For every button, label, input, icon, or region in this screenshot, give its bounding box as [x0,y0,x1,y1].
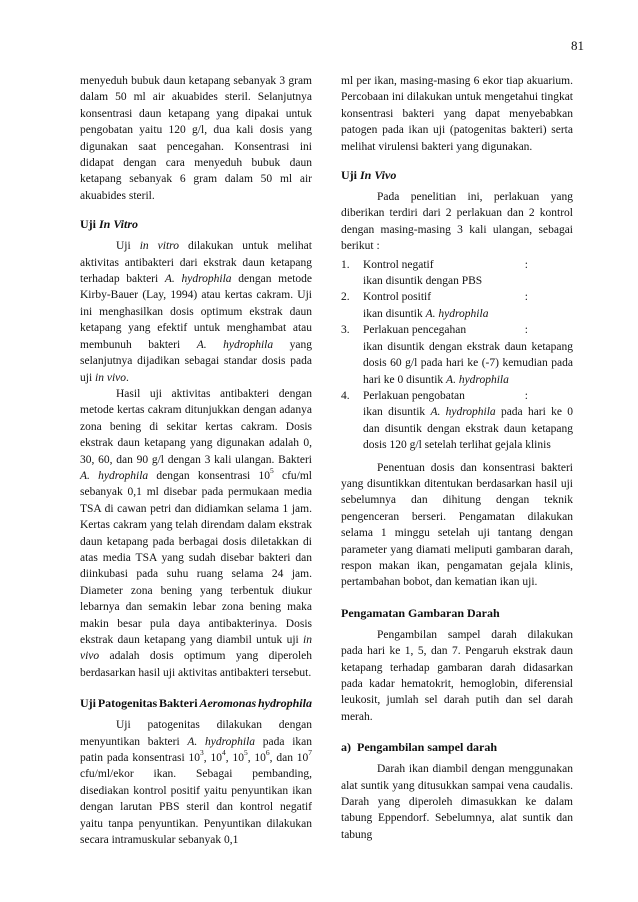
treatment-list [341,257,573,454]
paragraph: Uji in vitro dilakukan untuk melihat aktivitas antibakteri dari ekstrak daun ketapang terhadap bakteri A. hydrophila dengan metode Kirby-Bauer (Lay, 1994) atau kertas cakram. Uji ini menghasilkan dosis optimum ekstrak daun ketapang yang efektif untuk menghambat atau membunuh bakteri A. hydrophila yang selanjutnya dijadikan sebagai standar dosis pada uji in vivo. [80,240,312,384]
list-item: 4. Perlakuan pengobatan : ikan disuntik A. hydrophila pada hari ke 0 dan disuntik dengan ekstrak daun ketapang dosis 120 g/l setelah terlihat gejala klinis [341,389,573,452]
section-heading-blood: Pengamatan Gambaran Darah [341,605,500,620]
section-heading-in-vitro: Uji In Vitro [80,217,139,232]
paragraph: Uji patogenitas dilakukan dengan menyuntikan bakteri A. hydrophila pada ikan patin pada konsentrasi $10^3$, $10^4$, $10^5$, $10^6$, dan $10^7$ cfu/ml/ekor ikan. Sebagai pembanding, disediakan kontrol positif yaitu penyuntikan ikan dengan larutan PBS steril dan kontrol negatif yaitu tanpa penyuntikan. Penyuntikan dilakukan secara intramuskular sebanyak 0,1 [80,719,313,847]
paragraph: ml per ikan, masing-masing 6 ekor tiap akuarium. Percobaan ini dilakukan untuk mengetahui tingkat konsentrasi bakteri yang dapat menyebabkan patogen pada ikan uji (patogenitas bakteri) serta melihat virulensi bakteri yang digunakan. [341,75,573,153]
paragraph: menyeduh bubuk daun ketapang sebanyak 3 gram dalam 50 ml air akuabides steril. Selanjutnya konsentrasi daun ketapang yang dipakai untuk pengobatan yaitu 120 g/l, dua kali dosis yang digunakan saat pencegahan. Konsentrasi ini didapat dengan cara menyeduh bubuk daun ketapang sebanyak 6 gram dalam 50 ml air akuabides steril. [80,75,312,202]
list-item: 1. Kontrol negatif : ikan disuntik dengan PBS [341,258,528,288]
paragraph: Penentuan dosis dan konsentrasi bakteri yang disuntikkan ditentukan berdasarkan hasil uji sebelumnya dan dihitung dengan teknik pengenceran berseri. Pengamatan dilakukan selama 1 minggu setelah uji tantang dengan parameter yang diamati meliputi gambaran darah, respon makan ikan, pengamatan gejala klinis, pertambahan bobot, dan kematian ikan uji. [341,461,573,589]
page-number: 81 [571,38,584,53]
list-item: 2. Kontrol positif : ikan disuntik A. hydrophila [341,291,528,320]
subsection-heading-sample: a) Pengambilan sampel darah [341,740,498,755]
right-column [341,73,573,843]
paragraph: Pengambilan sampel darah dilakukan pada hari ke 1, 5, dan 7. Pengaruh ekstrak daun ketapang terhadap gambaran darah didasarkan pada kadar hematokrit, hemoglobin, diferensial leukosit, jumlah sel darah putih dan sel darah merah. [341,628,573,723]
paragraph: Hasil uji aktivitas antibakteri dengan metode kertas cakram ditunjukkan dengan adanya zona bening di sekitar kertas cakram. Dosis ekstrak daun ketapang yang digunakan adalah 0, 30, 60, dan 90 g/l dengan 3 kali ulangan. Bakteri A. hydrophila dengan konsentrasi $10^5$ cfu/ml sebanyak 0,1 ml disebar pada permukaan media TSA di cawan petri dan didiamkan selama 1 jam. Kertas cakram yang telah direndam dalam ekstrak daun ketapang pada berbagai dosis diletakkan di atas media TSA yang sudah disebar bakteri dan diinkubasi pada suhu ruang selama 24 jam. Diameter zona bening yang terbentuk diukur lebarnya dan semakin lebar zona bening maka makin besar pula daya antibakterinya. Dosis ekstrak daun ketapang yang diambil untuk uji in vivo adalah dosis optimum yang diperoleh berdasarkan hasil uji aktivitas antibakteri tersebut. [80,387,312,679]
list-item: 3. Perlakuan pencegahan : ikan disuntik dengan ekstrak daun ketapang dosis 60 g/l pada hari ke (-7) kemudian pada hari ke 0 disuntik A. hydrophila [341,324,573,386]
section-heading-pathogenicity: Uji Patogenitas Bakteri Aeromonas hydrophila [80,696,312,711]
paragraph: Pada penelitian ini, perlakuan yang diberikan terdiri dari 2 perlakuan dan 2 kontrol dengan masing-masing 3 kali ulangan, sebagai berikut : [341,191,573,253]
section-heading-in-vivo: Uji In Vivo [341,168,397,183]
left-column [80,73,312,848]
paragraph: Darah ikan diambil dengan menggunakan alat suntik yang ditusukkan sampai vena caudalis. Darah yang diperoleh dimasukkan ke dalam tabung Eppendorf. Sebelumnya, alat suntik dan tabung [341,763,573,841]
